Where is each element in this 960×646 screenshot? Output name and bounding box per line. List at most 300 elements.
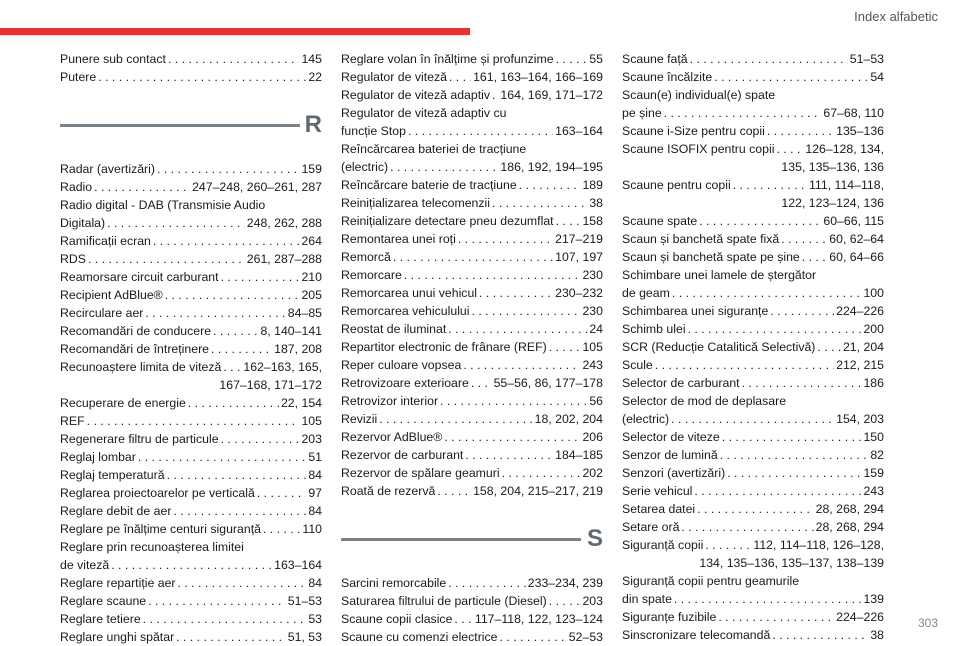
index-entry [60,160,322,178]
index-entry-row [60,430,322,448]
index-entry [622,50,884,68]
page-refs[interactable]: 261, 287–288 [246,252,322,266]
page-refs[interactable]: 60, 64–66 [829,250,884,264]
index-entry-row [622,122,884,140]
index-entry-row [622,104,884,122]
index-entry [341,86,603,104]
page-refs[interactable]: 100 [863,286,884,300]
page-refs[interactable]: 82 [870,448,884,462]
page-refs[interactable]: 145 [301,52,322,66]
page-refs[interactable]: 217–219 [555,232,603,246]
index-entry [341,464,603,482]
dot-leader [257,484,307,502]
dot-leader [492,194,587,212]
index-entry-row [341,50,603,68]
index-entry [60,448,322,466]
index-entry-row [622,320,884,338]
page-refs[interactable]: 200 [863,322,884,336]
page-refs[interactable]: 230 [582,268,603,282]
page-refs[interactable]: 22, 154 [280,396,322,410]
index-entry-row [341,446,603,464]
index-term: Rezervor de spălare geamuri [341,466,500,480]
index-term: Setare oră [622,520,680,534]
index-entry-row [341,410,603,428]
page-refs[interactable]: 224–226 [836,610,884,624]
index-entry [341,230,603,248]
index-term: Schimbarea unei siguranțe [622,304,769,318]
page-refs[interactable]: 189 [582,178,603,192]
index-entry [341,68,603,86]
dot-leader [111,556,272,574]
index-entry [60,394,322,412]
page-refs[interactable]: 154, 203 [836,412,884,426]
page-refs[interactable]: 126–128, 134, [805,142,884,156]
dot-leader [733,176,807,194]
index-entry [622,536,884,572]
page-refs[interactable]: 111, 114–118, [809,178,884,192]
dot-leader [714,68,868,86]
index-entry [341,610,603,628]
index-term: Remontarea unei roți [341,232,456,246]
section-letter: S [586,525,603,552]
red-accent-bar [0,28,470,35]
index-term: pe șine [622,106,662,120]
dot-leader [699,212,821,230]
page-refs[interactable]: 53 [308,612,322,626]
index-entry-row [622,626,884,644]
page-refs[interactable]: 243 [582,358,603,372]
index-entry [60,178,322,196]
dot-leader [148,592,286,610]
index-entry [622,302,884,320]
index-term: Reglare pe înălțime centuri siguranță [60,522,261,536]
dot-leader [440,392,587,410]
index-term-line: Schimbare unei lamele de ștergător [622,268,817,282]
index-term: din spate [622,592,672,606]
page-refs[interactable]: 202 [582,466,603,480]
page-refs[interactable]: 51, 53 [287,630,322,644]
page-refs[interactable]: 162–163, 165, [243,360,322,374]
index-entry-row [622,536,884,554]
index-entry [622,626,884,644]
index-entry-row [341,338,603,356]
page-refs[interactable]: 206 [582,430,603,444]
index-entry [622,230,884,248]
index-entry-row [622,518,884,536]
dot-leader [444,428,580,446]
index-entry [60,68,322,86]
page-refs[interactable]: 84–85 [287,306,322,320]
page-refs-continued[interactable]: 167–168, 171–172 [219,378,322,392]
index-entry-row [622,140,884,158]
page-refs[interactable]: 28, 268, 294 [815,520,884,534]
dot-leader [767,122,834,140]
page-refs[interactable]: 112, 114–118, 126–128, [753,538,884,552]
index-entry [60,340,322,358]
index-entry [60,268,322,286]
page-refs[interactable]: 159 [301,162,322,176]
dot-leader [664,104,822,122]
page-refs[interactable]: 84 [308,576,322,590]
index-term-line: Reîncărcarea bateriei de tracțiune [341,142,527,156]
index-term: Recuperare de energie [60,396,186,410]
page-refs[interactable]: 203 [301,432,322,446]
dot-leader [221,268,300,286]
page-number: 303 [917,616,938,630]
page-refs[interactable]: 203 [582,594,603,608]
index-term: Retrovizor interior [341,394,439,408]
index-entry [60,412,322,430]
index-entry-row [341,248,603,266]
index-entry-row [341,610,603,628]
dot-leader [681,518,813,536]
index-entry [341,428,603,446]
dot-leader [556,50,588,68]
index-term-line: Selector de mod de deplasare [622,394,787,408]
index-term: Scaun și banchetă spate pe șine [622,250,800,264]
page-refs[interactable]: 161, 163–164, 166–169 [473,70,603,84]
page-refs[interactable]: 233–234, 239 [527,576,603,590]
dot-leader [463,356,580,374]
dot-leader [221,430,300,448]
index-term: Digitala) [60,216,106,230]
index-term: Siguranță copii [622,538,704,552]
index-term: Reglaj lombar [60,450,136,464]
index-entry [60,232,322,250]
dot-leader [390,158,498,176]
dot-leader [472,302,581,320]
page-refs[interactable]: 264 [301,234,322,248]
index-entry-row [60,484,322,502]
index-term: Remorcare [341,268,402,282]
index-entry [622,428,884,446]
dot-leader [718,608,834,626]
index-term: Recomandări de întreținere [60,342,210,356]
page-refs[interactable]: 150 [863,430,884,444]
dot-leader [742,374,862,392]
index-entry-row [622,356,884,374]
index-entry-row [341,320,603,338]
index-entry [622,500,884,518]
page-refs[interactable]: 60–66, 115 [823,214,884,228]
index-term: funcție Stop [341,124,406,138]
index-term-line: Scaun(e) individual(e) spate [622,88,776,102]
index-term: Regenerare filtru de particule [60,432,219,446]
index-entry [341,176,603,194]
index-entry-row [341,592,603,610]
dot-leader [223,358,241,376]
index-entry-row [60,610,322,628]
page-refs[interactable]: 24 [589,322,603,336]
page-refs[interactable]: 97 [308,486,322,500]
section-divider [60,124,300,127]
index-entry [341,592,603,610]
index-entry-row [341,86,603,104]
index-entry-row [60,628,322,646]
index-term: Regulator de viteză adaptiv [341,88,491,102]
index-entry [341,338,603,356]
index-entry-row [622,230,884,248]
index-column-3 [622,50,884,644]
dot-leader [479,284,553,302]
page-refs[interactable]: 186 [863,376,884,390]
dot-leader [143,610,307,628]
index-term: Recipient AdBlue® [60,288,163,302]
index-term: Reostat de iluminat [341,322,447,336]
index-entry-row [341,482,603,500]
dot-leader [674,590,862,608]
dot-leader [168,50,300,68]
index-entry [341,410,603,428]
index-entry-row [341,194,603,212]
index-entry-row [60,574,322,592]
index-entry-row [60,250,322,268]
index-entry-row [622,212,884,230]
page-refs[interactable]: 52–53 [568,630,603,644]
page-refs[interactable]: 210 [301,270,322,284]
index-term: Reglare volan în înălțime și profunzime [341,52,554,66]
index-entry-row [622,302,884,320]
index-entry [341,50,603,68]
page-refs[interactable]: 55–56, 86, 177–178 [493,376,603,390]
page-refs[interactable]: 84 [308,504,322,518]
page-refs[interactable]: 22 [308,70,322,84]
index-term: Punere sub contact [60,52,166,66]
page-refs[interactable]: 21, 204 [842,340,884,354]
index-entry-row [60,520,322,538]
index-entry [341,194,603,212]
page-refs[interactable]: 247–248, 260–261, 287 [192,180,322,194]
index-entry-row [60,466,322,484]
index-term: Scaune cu comenzi electrice [341,630,498,644]
index-entry-row [60,286,322,304]
page-title: Index alfabetic [854,9,938,24]
index-entry [341,302,603,320]
index-entry [60,466,322,484]
index-entry-row [60,50,322,68]
index-entry-row [622,248,884,266]
dot-leader [404,266,581,284]
index-entry [341,248,603,266]
index-term: Siguranțe fuzibile [622,610,717,624]
page-refs[interactable]: 212, 215 [836,358,884,372]
index-entry-row [622,608,884,626]
index-entry-row [60,178,322,196]
page-refs[interactable]: 51–53 [287,594,322,608]
index-term: Scaune ISOFIX pentru copii [622,142,775,156]
dot-leader [465,446,553,464]
page-refs-continued[interactable]: 135, 135–136, 136 [781,160,884,174]
dot-leader [94,178,190,196]
index-term: Reamorsare circuit carburant [60,270,219,284]
page-refs[interactable]: 54 [870,70,884,84]
dot-leader [772,626,868,644]
index-term-line: Siguranță copii pentru geamurile [622,574,800,588]
dot-leader [802,248,828,266]
page-refs[interactable]: 51–53 [849,52,884,66]
index-entry [622,140,884,176]
section-letter-header [341,524,603,560]
index-entry-row [341,230,603,248]
index-entry-row [622,338,884,356]
index-entry [60,592,322,610]
page-refs[interactable]: 51 [308,450,322,464]
page-refs[interactable]: 159 [863,466,884,480]
page-refs[interactable]: 158, 204, 215–217, 219 [473,484,603,498]
index-entry [60,628,322,646]
page-refs[interactable]: 243 [863,484,884,498]
page-refs[interactable]: 107, 197 [555,250,603,264]
dot-leader [519,176,581,194]
index-term: Ramificații ecran [60,234,151,248]
page-refs[interactable]: 135–136 [836,124,884,138]
index-entry [622,464,884,482]
page-refs[interactable]: 163–164 [555,124,603,138]
index-entry [622,68,884,86]
index-entry-row [622,410,884,428]
dot-leader [263,520,300,538]
page-refs[interactable]: 38 [870,628,884,642]
page-refs[interactable]: 205 [301,288,322,302]
index-term: Selector de carburant [622,376,740,390]
index-entry [60,196,322,232]
page-refs[interactable]: 28, 268, 294 [815,502,884,516]
index-entry-row [622,374,884,392]
dot-leader [176,628,286,646]
page-refs-continued[interactable]: 134, 135–136, 135–137, 138–139 [699,556,884,570]
page-refs[interactable]: 117–118, 122, 123–124 [474,612,603,626]
page-refs[interactable]: 8, 140–141 [260,324,322,338]
page-refs[interactable]: 248, 262, 288 [246,216,322,230]
dot-leader [213,322,258,340]
dot-leader [448,574,526,592]
page-refs[interactable]: 230–232 [555,286,603,300]
index-term: Regulator de viteză [341,70,447,84]
dot-leader [145,304,285,322]
dot-leader [188,394,279,412]
page-refs[interactable]: 105 [301,414,322,428]
index-term: Reglare tetiere [60,612,141,626]
index-term: Remorcarea unui vehicul [341,286,478,300]
dot-leader [448,320,587,338]
page-refs[interactable]: 56 [589,394,603,408]
index-entry [60,430,322,448]
index-term: (electric) [341,160,389,174]
index-entry-row [341,212,603,230]
dot-leader [98,68,306,86]
page-refs[interactable]: 105 [582,340,603,354]
index-term: Scaune pentru copii [622,178,731,192]
page-refs[interactable]: 60, 62–64 [829,232,884,246]
page-refs[interactable]: 184–185 [555,448,603,462]
page-refs[interactable]: 164, 169, 171–172 [500,88,603,102]
index-term: Reglare unghi spătar [60,630,175,644]
index-entry-row [622,176,884,194]
index-entry [341,446,603,464]
index-entry-row [341,302,603,320]
index-entry-row [622,428,884,446]
index-term: RDS [60,252,86,266]
page-refs[interactable]: 55 [589,52,603,66]
index-term: Rezervor de carburant [341,448,464,462]
index-term: Rezervor AdBlue® [341,430,443,444]
index-entry-row [60,232,322,250]
page-refs-continued[interactable]: 122, 123–124, 136 [781,196,884,210]
index-entry [341,482,603,500]
index-entry [622,392,884,428]
index-entry-row [60,68,322,86]
dot-leader [770,302,834,320]
index-term: Serie vehicul [622,484,693,498]
index-term: Remorcă [341,250,391,264]
dot-leader [88,250,245,268]
index-term: Putere [60,70,97,84]
section-letter: R [304,111,322,138]
dot-leader [556,212,581,230]
index-entry-row [622,482,884,500]
index-entry-row [622,68,884,86]
dot-leader [500,628,567,646]
index-term: Reglare repartiție aer [60,576,176,590]
index-entry-row [341,392,603,410]
page-refs[interactable]: 67–68, 110 [823,106,884,120]
page-refs[interactable]: 110 [302,522,322,536]
page-refs[interactable]: 163–164 [274,558,322,572]
index-entry [60,574,322,592]
index-term: (electric) [622,412,670,426]
index-entry [341,212,603,230]
index-term: Reglare debit de aer [60,504,172,518]
page-refs[interactable]: 38 [589,196,603,210]
page-refs[interactable]: 224–226 [836,304,884,318]
index-term: Scaune i-Size pentru copii [622,124,765,138]
dot-leader [690,50,848,68]
index-term: Scaune copii clasice [341,612,453,626]
index-entry [60,250,322,268]
index-entry [341,140,603,176]
index-entry [341,374,603,392]
index-entry-row [60,160,322,178]
dot-leader [492,86,498,104]
page-refs[interactable]: 139 [863,592,884,606]
dot-leader [727,464,861,482]
index-term: Remorcarea vehiculului [341,304,470,318]
dot-leader [458,230,553,248]
page-refs[interactable]: 18, 202, 204 [534,412,603,426]
index-entry [622,518,884,536]
page-refs[interactable]: 84 [308,468,322,482]
index-entry [341,104,603,140]
index-entry [60,304,322,322]
index-term-line: Reglare prin recunoașterea limitei [60,540,244,554]
index-entry-row [622,590,884,608]
dot-leader [694,482,861,500]
page-refs[interactable]: 186, 192, 194–195 [500,160,603,174]
page-refs[interactable]: 187, 208 [274,342,322,356]
index-entry-row [60,448,322,466]
index-term: Repartitor electronic de frânare (REF) [341,340,547,354]
index-term: Scaune spate [622,214,698,228]
index-entry [622,446,884,464]
index-term: SCR (Reducție Catalitică Selectivă) [622,340,816,354]
page-refs[interactable]: 158 [582,214,603,228]
index-term: Sinscronizare telecomandă [622,628,771,642]
index-term: Reîncărcare baterie de tracțiune [341,178,517,192]
index-entry-row [60,340,322,358]
page-refs[interactable]: 230 [582,304,603,318]
section-divider [341,538,581,541]
index-entry-row [341,122,603,140]
